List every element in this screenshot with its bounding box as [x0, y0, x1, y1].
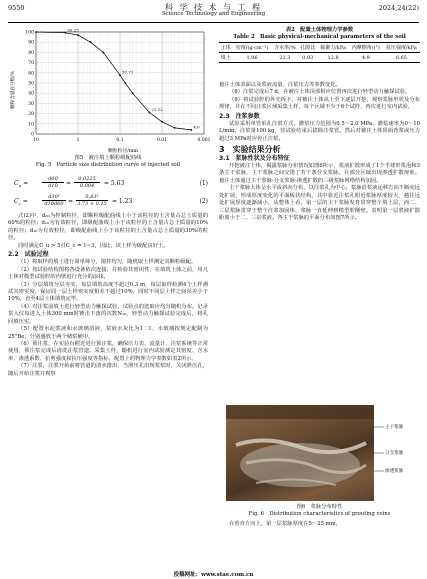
step-7: （7）注浆，注浆开始前将管道的清水排出，当泄压孔出现浆浆时，关闭泄压孔，随后开始注浆并观察 [8, 363, 208, 377]
step-4: （4）对注浆前填土进行轻型动力触探试验，试验点的选取应均匀随机分布。记录贯入仪每进入土体300 mm时锤击下落的次数N₁₀，轻型动力触探试验完成后，将孔回填压实。 [8, 303, 208, 325]
x-tick-label: 1 [76, 138, 80, 143]
y-tick-label: 20 [28, 112, 34, 118]
y-tick-label: 70 [28, 61, 34, 67]
x-tick-label: 0.1 [116, 138, 124, 143]
table2-header: 黏聚力/kPa [317, 43, 348, 53]
data-label: 99.25 [67, 27, 79, 33]
eq2-frac1: d30² d10d60 [42, 194, 66, 207]
eq2-lhs: $C_c$ = [14, 198, 28, 207]
y-tick-label: 90 [28, 40, 34, 46]
data-point [161, 121, 163, 123]
para-vein-overview: 开挖被注土体，揭露浆脉分布情况如图6所示，浆液扩散形成了1个半球形浆泡和3条主干浆脉，主干浆脉之间交错了若干条分支浆脉，在部分区域出现渗透扩散现象。被注土体通过主干浆脉-分支浆脉-渗透扩散的三级浆脉网络结构加固。 [219, 163, 420, 184]
data-label: 21.12 [151, 106, 163, 112]
table-cell: 12.8 [317, 53, 348, 63]
grouting-vein-photo [226, 405, 374, 501]
eq1-frac1: d60 d10 [42, 176, 64, 189]
step-5: （5）配置水泥浆液和水玻璃溶液，浆液水灰比为1∶1，水玻璃按规定配制为25°Be，分别盛放于两个储浆桶中。 [8, 326, 208, 340]
y-tick-label: 60 [28, 71, 34, 77]
table2-header: 密度/(g·cm⁻³) [233, 43, 272, 53]
data-point [190, 129, 192, 131]
section-2-3: 2.3 注浆参数 [219, 112, 260, 120]
data-point [124, 82, 126, 84]
particle-size-chart [8, 26, 211, 154]
label-seepage-vein: 渗透浆脉 [385, 469, 404, 474]
footer-url: 投稿网址：www.stae.com.cn [173, 572, 254, 578]
y-tick-label: 100 [25, 30, 34, 36]
section-3: 3 实验结果分析 [219, 145, 281, 155]
header-rule [8, 22, 419, 23]
page-number: 9550 [8, 4, 25, 12]
right-column-text [219, 82, 420, 222]
section-2-2: 2.2 试验过程 [8, 251, 49, 259]
data-point [90, 41, 92, 43]
chart-ylabel: 颗粒含量百分数/% [11, 70, 16, 110]
issue-info: 2024,24(22) [378, 4, 419, 12]
journal-title-cn: 科 学 技 术 与 工 程 [164, 3, 263, 12]
y-tick-label: 50 [28, 81, 34, 87]
step-8: （8）注浆完成后7 d，在被注土体顶部相应位置再次进行轻型动力触探试验。 [229, 89, 411, 96]
eq1-frac2: 0.0225 0.004 [74, 176, 100, 189]
figure-6-labels [374, 405, 420, 501]
table-cell: 1.96 [233, 53, 272, 63]
journal-title-en: Science Technology and Engineering [161, 11, 266, 17]
table2-header: 抗压强度/kPa [383, 43, 420, 53]
label-main-vein: 主干浆脉 [385, 425, 404, 430]
table-cell: 0.93 [298, 53, 317, 63]
para-defs: 式(2)中，d₆₀为控制粒径，即颗粒级配曲线上小于该粒径的土含量占总土质量的60%的粒径；d₁₀为有效粒径，即级配曲线上小于该粒径的土含量占总土质量的10%的粒径；d₃₀为有效粒径，即级配曲线上小于该粒径的土含量占总土质量的30%的粒径。 [8, 213, 208, 242]
table2-title-en: Table 2 Basic physical-mechanical parameters of the soil [233, 34, 406, 40]
fig5-caption-cn: 图5 被注填土颗粒级配曲线 [74, 155, 142, 161]
data-point [102, 52, 104, 54]
y-tick-label: 80 [28, 50, 34, 56]
eq2-frac2: 0.83² 3.73 × 0.15 [77, 194, 107, 207]
left-column-text [8, 213, 208, 378]
grading-curve [36, 32, 191, 130]
x-tick-label: 0.01 [156, 138, 168, 143]
table2-header: 土体 [219, 43, 233, 53]
table2-header-row [219, 43, 420, 53]
para-vertical: 在垂直方向上，第一层浆脉厚度在5～25 mm， [229, 521, 341, 527]
y-tick-label: 0 [31, 132, 34, 138]
data-point [132, 92, 134, 94]
para-grout-params: 试验采用单管单孔注浆方式，灌浆压力范围为0.5～2.0 MPa，灌浆速率为0～10 L/min，注浆量100 kg，待试验结束后拔除注浆管。然后对被注土体顶面背浆或压力超过3 MPa时应停止注浆。 [219, 121, 420, 142]
table-cell: 21.3 [272, 53, 298, 63]
chart-xlabel: 颗粒粒径/mm [108, 149, 138, 154]
equation-2: $C_c$ = d30² d10d60 = 0.83² 3.73 × 0.15 = 1.23 (2) [14, 194, 208, 207]
fig5-caption-en: Fig. 5 Particle size distribution curve of injected soil [35, 162, 181, 168]
fig6-caption-cn: 图6 浆脉分布特性 [296, 504, 343, 510]
data-point [148, 112, 150, 114]
data-label: 57.71 [122, 69, 134, 75]
table-2 [219, 42, 420, 63]
step-6: （6）预注浆，在实验台附近进行预注浆，确保压力表、流量计、注浆系统等正常使用，预注浆完成后清洗注浆管道。采集土样，随机进行室内试验测定其密度、含水率、渗透系数、抗剪强度和抗压强度等指标，配置上的物理力学参数如表2所示。 [8, 340, 208, 362]
table2-header: 孔隙比 [298, 43, 317, 53]
y-tick-label: 30 [28, 101, 34, 107]
step-3: （3）分层填筑分层夯实，每层填筑高度不超过0.3 m，每层取样检测4个土样测试其密实度，保证同一层土样密实度相差不超过10%，同时不同层土样之间误差小于10%，直至4层土体填筑完毕。 [8, 281, 208, 303]
step-1: （1）将取样的填土进行简单筛分，搅拌均匀，随机取土样测定其颗粒级配。 [18, 259, 197, 266]
eq1-lhs: $C_u$ = [14, 180, 29, 189]
step-9: （9）将试验腔的外壳拆下，对被注土体从上至下逐层开挖，观察浆脉形状及分布规律，并在不同注浆区域采集土样，每个区域不少于6个试样，再次进行室内试验。 [219, 96, 420, 111]
table-cell: 4.9 [349, 53, 383, 63]
data-point [64, 32, 66, 34]
table2-header: 内摩擦角/(°) [349, 43, 383, 53]
table-cell: 6.65 [383, 53, 420, 63]
figure-6-photo [226, 405, 374, 501]
fig6-caption-en: Fig. 6 Distribution characteristics of grouting veins [248, 511, 391, 517]
table2-data-row [219, 53, 420, 63]
step-2: （2）按试验结构图将各设备依次连接，并检验其密闭性，在填筑土体之前，用凡士林对模型试验腔的内壁进行充分的涂抹。 [8, 266, 208, 281]
data-point [35, 31, 37, 33]
table-cell: 填土 [219, 53, 233, 63]
table2-header: 含水率/% [272, 43, 298, 53]
para-main-veins: 主干浆脉大体呈水平或斜向分布，以注浆孔为中心，浆脉沿浆液运移方向不断向远处扩展，形成厚度变化的平面板状结构，其中靠近注浆孔附近浆脉厚度较大，越往远处扩展厚度逐渐减小，从整体上看，第一层的主干浆脉发育贯穿整个填土层，而二、三层浆脉贯穿于整个注浆加固体，浆脉一直延伸到模型腔侧壁。表明第一层浆液扩散距离小于二、三层浆液。各主干浆脉的平面分布如图7所示。 [219, 185, 420, 221]
para-continue: 被注土体表面以及浆液流量、注浆压力等参数变化。 [219, 82, 341, 88]
x-tick-label: 0.001 [197, 138, 211, 143]
data-point [119, 74, 121, 76]
section-3-1: 3.1 浆脉性状及分布特征 [219, 154, 290, 162]
data-label: 4.0 [193, 124, 200, 130]
y-tick-label: 10 [28, 122, 34, 128]
x-tick-label: 10 [33, 138, 39, 143]
para-conclusion: 同时满足C_u > 5且C_c = 1~3，因此，该土样为级配良好土。 [18, 242, 169, 249]
figure-5 [8, 26, 211, 154]
data-point [174, 127, 176, 129]
table2-title-cn: 表2 配置土体物理力学参数 [285, 27, 354, 33]
label-branch-vein: 分支浆脉 [385, 451, 404, 456]
data-point [77, 34, 79, 36]
equation-1: $C_u$ = d60 d10 = 0.0225 0.004 = 5.63 (1) [14, 176, 208, 189]
y-tick-label: 40 [28, 91, 34, 97]
